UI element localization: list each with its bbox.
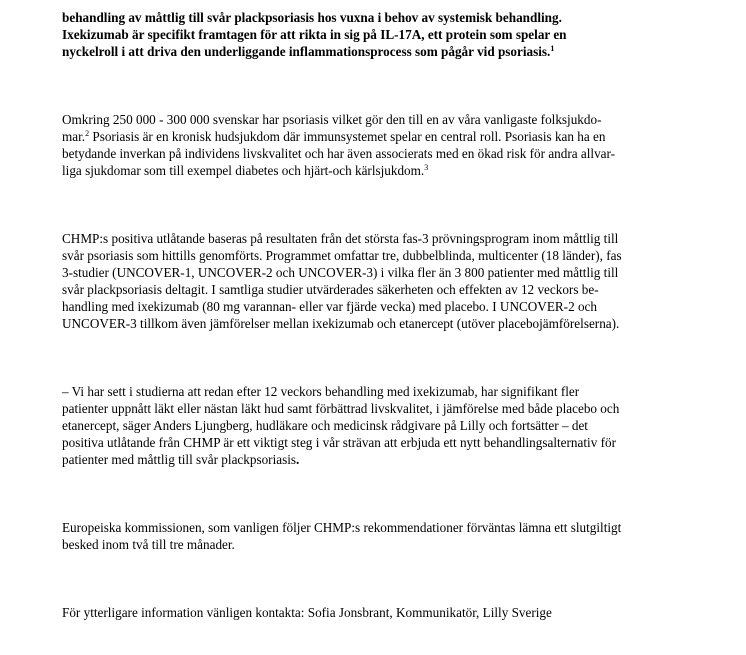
p4-line-2: besked inom två till tre månader. xyxy=(62,537,235,552)
lead-line-3 xyxy=(62,43,702,60)
p2-line-1: CHMP:s positiva utlåtande baseras på resultaten från det största fas-3 prövningsprogram inom måttlig till xyxy=(62,231,619,246)
p1-line-2b: Psoriasis är en kronisk hudsjukdom där immunsystemet spelar en central roll. Psoriasis kan ha en xyxy=(89,129,606,144)
p1-line-4 xyxy=(62,162,702,179)
p1-line-1: Omkring 250 000 - 300 000 svenskar har psoriasis vilket gör den till en av våra vanligaste folksjukdo- xyxy=(62,112,602,127)
p2-line-5: handling med ixekizumab (80 mg varannan- eller var fjärde vecka) med placebo. I UNCOVER-2 och xyxy=(62,299,597,314)
p3-line-3: etanercept, säger Anders Ljungberg, hudläkare och medicinsk rådgivare på Lilly och fortsätter – det xyxy=(62,418,588,433)
document-page xyxy=(62,0,702,655)
chmp-study-paragraph xyxy=(62,213,702,349)
p3-line-2: patienter uppnått läkt eller nästan läkt hud samt förbättrad livskvalitet, i jämförelse med både placebo och xyxy=(62,401,620,416)
footnote-ref-3: 3 xyxy=(424,163,429,172)
p1-line-4-text: liga sjukdomar som till exempel diabetes och hjärt-och kärlsjukdom. xyxy=(62,163,425,178)
p3-line-5 xyxy=(62,451,702,468)
p3-line-5-text: patienter med måttlig till svår plackpsoriasis xyxy=(62,452,297,467)
commission-paragraph xyxy=(62,502,702,570)
footnote-ref-1: 1 xyxy=(550,44,555,53)
lead-paragraph xyxy=(62,0,702,77)
p2-line-2: svår psoriasis som hittills genomförts. Programmet omfattar tre, dubbelblinda, multicenter (18 länder), fas xyxy=(62,248,622,263)
p5-line-1: För ytterligare information vänligen kontakta: Sofia Jonsbrant, Kommunikatör, Lilly Sverige xyxy=(62,605,552,620)
p2-line-3: 3-studier (UNCOVER-1, UNCOVER-2 och UNCOVER-3) i vilka fler än 3 800 patienter med måttlig till xyxy=(62,265,619,280)
psoriasis-prevalence-paragraph xyxy=(62,94,702,196)
p3-line-4: positiva utlåtande från CHMP är ett viktigt steg i vår strävan att erbjuda ett nytt behandlingsalternativ för xyxy=(62,435,616,450)
p1-line-2a: mar. xyxy=(62,129,86,144)
p2-line-6: UNCOVER-3 tillkom även jämförelser mellan ixekizumab och etanercept (utöver placebojämförelserna). xyxy=(62,316,620,331)
p2-line-4: svår plackpsoriasis deltagit. I samtliga studier utvärderades säkerheten och effekten av 12 veckors be- xyxy=(62,282,599,297)
lead-line-3-text: nyckelroll i att driva den underliggande inflammationsprocess som pågår vid psoriasis. xyxy=(62,44,551,59)
p3-line-1: – Vi har sett i studierna att redan efter 12 veckors behandling med ixekizumab, har signifikant fler xyxy=(62,384,580,399)
p1-line-2 xyxy=(62,128,702,145)
quote-paragraph xyxy=(62,366,702,485)
lead-line-2: Ixekizumab är specifikt framtagen för att rikta in sig på IL-17A, ett protein som spelar en xyxy=(62,27,567,42)
footnote-ref-2: 2 xyxy=(85,129,90,138)
lead-line-1: behandling av måttlig till svår plackpsoriasis hos vuxna i behov av systemisk behandling. xyxy=(62,10,562,25)
p1-line-3: betydande inverkan på individens livskvalitet och har även associerats med en ökad risk för andra allvar- xyxy=(62,146,616,161)
p3-line-5-end: . xyxy=(296,452,300,467)
contact-paragraph xyxy=(62,587,702,638)
p4-line-1: Europeiska kommissionen, som vanligen följer CHMP:s rekommendationer förväntas lämna ett slutgiltigt xyxy=(62,520,622,535)
